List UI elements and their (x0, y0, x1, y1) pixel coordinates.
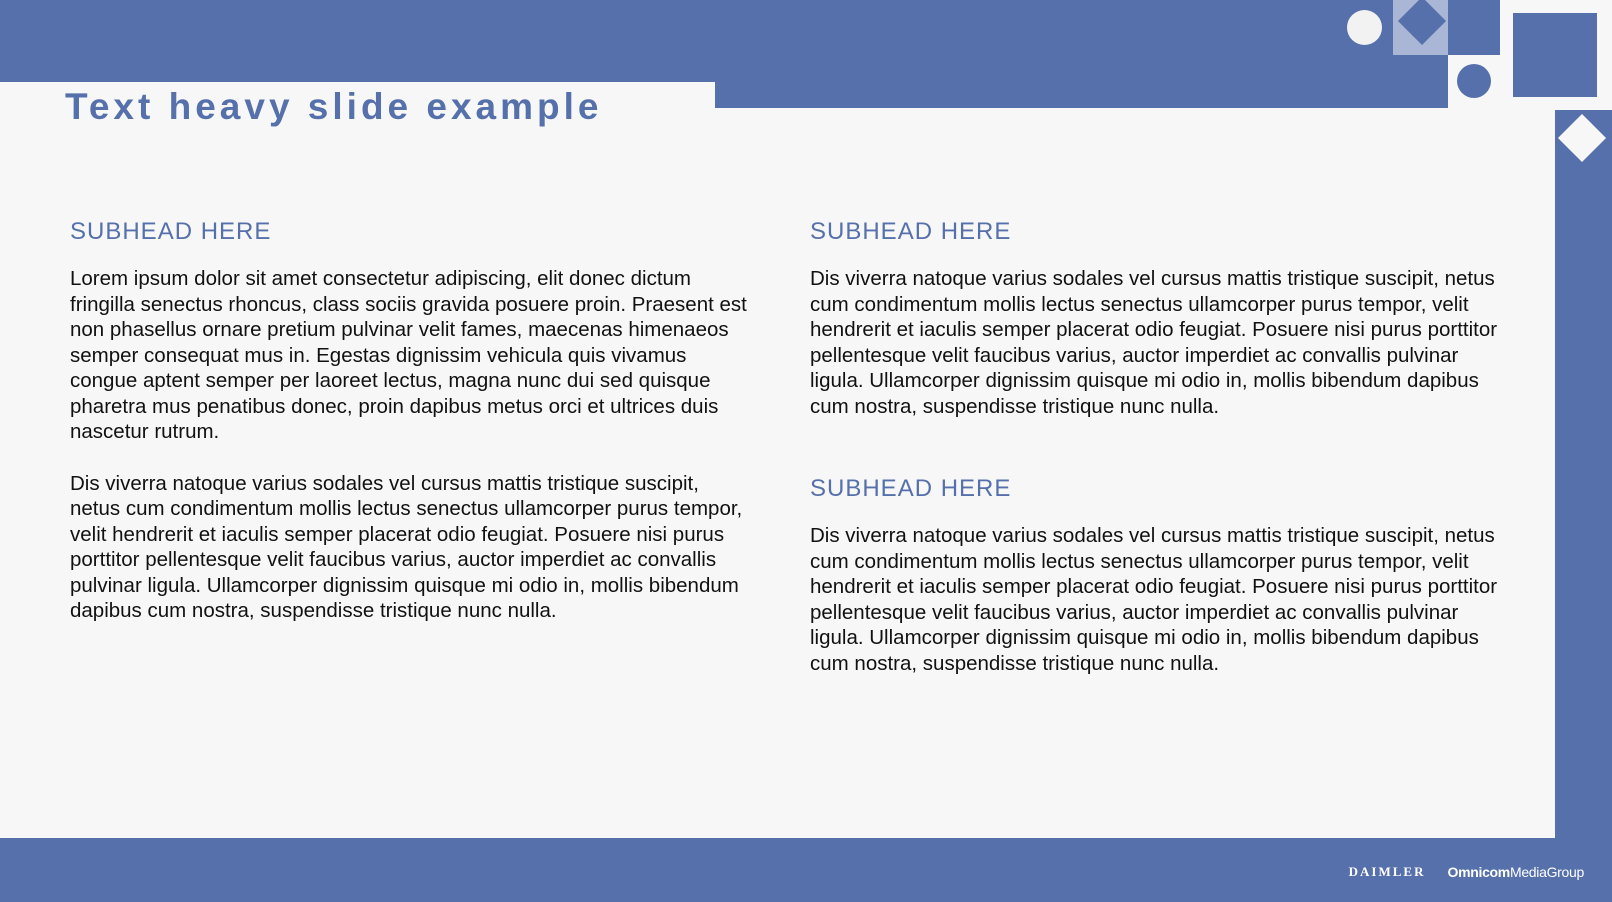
left-paragraph-1: Lorem ipsum dolor sit amet consectetur adipiscing, elit donec dictum fringilla senectus rhoncus, class sociis gravida posuere proin. Praesent est non phasellus ornare pretium pulvinar velit fames, maecenas himenaeos semper consequat mus in. Egestas dignissim vehicula quis vivamus congue aptent semper per laoreet lectus, magna nunc dui sed quisque pharetra mus penatibus donec, proin dapibus metus orci et ultrices duis nascetur rutrum. (70, 267, 747, 443)
blue-square-shape (1448, 0, 1500, 55)
right-subhead-1: SUBHEAD HERE (810, 218, 1012, 245)
footer-logos (1349, 864, 1584, 880)
daimler-logo: DAIMLER (1348, 864, 1426, 879)
left-subhead: SUBHEAD HERE (70, 218, 272, 245)
page-title: Text heavy slide example (65, 86, 603, 127)
left-paragraph-2: Dis viverra natoque varius sodales vel cursus mattis tristique suscipit, netus cum condimentum mollis lectus senectus ullamcorper purus tempor, velit hendrerit et iaculis semper placerat odio feugiat. Posuere nisi purus porttitor pellentesque velit faucibus varius, auctor imperdiet ac convallis pulvinar ligula. Ullamcorper dignissim quisque mi odio in, mollis bibendum dapibus cum nostra, suspendisse tristique nunc nulla. (70, 471, 743, 622)
corner-square-shape (1513, 13, 1597, 97)
right-column (810, 218, 1500, 702)
white-circle-shape (1347, 10, 1382, 45)
right-accent-strip (1555, 108, 1612, 838)
omnicom-logo (1447, 864, 1584, 880)
right-paragraph-1: Dis viverra natoque varius sodales vel cursus mattis tristique suscipit, netus cum condimentum mollis lectus senectus ullamcorper purus tempor, velit hendrerit et iaculis semper placerat odio feugiat. Posuere nisi purus porttitor pellentesque velit faucibus varius, auctor imperdiet ac convallis pulvinar ligula. Ullamcorper dignissim quisque mi odio in, mollis bibendum dapibus cum nostra, suspendisse tristique nunc nulla. (810, 267, 1498, 418)
omnicom-logo-bold: Omnicom (1447, 864, 1510, 880)
right-subhead-2: SUBHEAD HERE (810, 475, 1012, 502)
omnicom-logo-rest: MediaGroup (1509, 864, 1584, 880)
right-paragraph-2: Dis viverra natoque varius sodales vel cursus mattis tristique suscipit, netus cum condimentum mollis lectus senectus ullamcorper purus tempor, velit hendrerit et iaculis semper placerat odio feugiat. Posuere nisi purus porttitor pellentesque velit faucibus varius, auctor imperdiet ac convallis pulvinar ligula. Ullamcorper dignissim quisque mi odio in, mollis bibendum dapibus cum nostra, suspendisse tristique nunc nulla. (810, 524, 1498, 675)
left-column (70, 218, 750, 650)
blue-circle-shape (1457, 64, 1491, 98)
